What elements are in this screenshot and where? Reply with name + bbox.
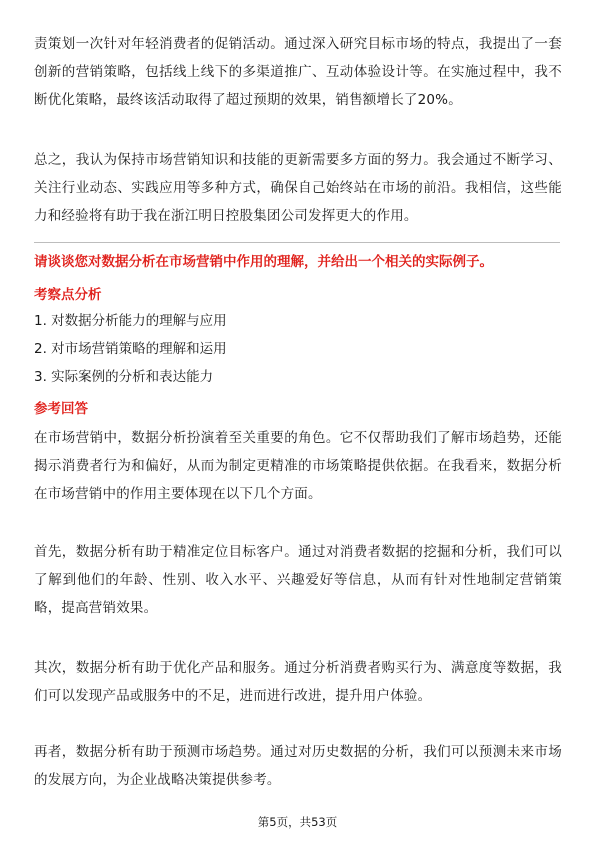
intro-paragraph-1: 责策划一次针对年轻消费者的促销活动。通过深入研究目标市场的特点，我提出了一套创新的营销策略，包括线上线下的多渠道推广、互动体验设计等。在实施过程中，我不断优化策略，最终该活动取得了超过预期的效果，销售额增长了20%。 [34,36,562,108]
analysis-point-2: 2. 对市场营销策略的理解和运用 [34,341,227,357]
answer-paragraph-2: 首先，数据分析有助于精准定位目标客户。通过对消费者数据的挖掘和分析，我们可以了解到他们的年龄、性别、收入水平、兴趣爱好等信息，从而有针对性地制定营销策略，提高营销效果。 [34,544,562,616]
answer-paragraph-1: 在市场营销中，数据分析扮演着至关重要的角色。它不仅帮助我们了解市场趋势，还能揭示消费者行为和偏好，从而为制定更精准的市场策略提供依据。在我看来，数据分析在市场营销中的作用主要体现在以下几个方面。 [34,430,562,502]
section-divider [34,242,560,243]
answer-paragraph-4: 再者，数据分析有助于预测市场趋势。通过对历史数据的分析，我们可以预测未来市场的发展方向，为企业战略决策提供参考。 [34,744,562,788]
analysis-heading: 考察点分析 [34,287,102,303]
answer-paragraph-3: 其次，数据分析有助于优化产品和服务。通过分析消费者购买行为、满意度等数据，我们可以发现产品或服务中的不足，进而进行改进，提升用户体验。 [34,660,562,704]
question-text: 请谈谈您对数据分析在市场营销中作用的理解，并给出一个相关的实际例子。 [34,254,493,270]
page-number: 第5页，共53页 [257,815,338,829]
answer-heading: 参考回答 [34,401,88,417]
intro-paragraph-2: 总之，我认为保持市场营销知识和技能的更新需要多方面的努力。我会通过不断学习、关注行业动态、实践应用等多种方式，确保自己始终站在市场的前沿。我相信，这些能力和经验将有助于我在浙江明日控股集团公司发挥更大的作用。 [34,152,562,224]
analysis-point-1: 1. 对数据分析能力的理解与应用 [34,313,227,329]
analysis-point-3: 3. 实际案例的分析和表达能力 [34,369,214,385]
